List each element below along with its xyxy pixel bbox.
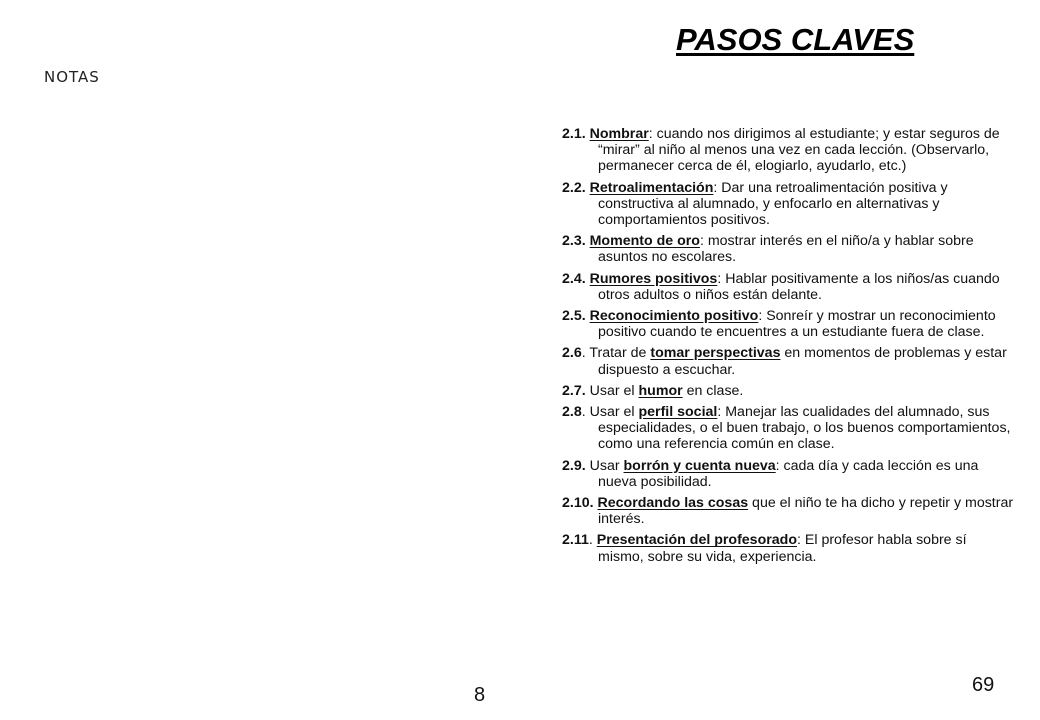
step-description: : cada día y cada lección es una nueva posibilidad. xyxy=(598,457,979,490)
step-item xyxy=(562,126,1014,175)
step-number: 2.6 xyxy=(562,345,582,362)
page-title: PASOS CLAVES xyxy=(676,22,915,57)
step-description: : Manejar las cualidades del alumnado, sus especialidades, o el buen trabajo, o los buenos comportamientos, como una referencia común en clase. xyxy=(598,404,1011,453)
step-description: en momentos de problemas y estar dispuesto a escuchar. xyxy=(598,345,1007,378)
step-item xyxy=(562,404,1014,453)
step-item xyxy=(562,233,1014,265)
step-number: 2.5. xyxy=(562,308,590,325)
step-item xyxy=(562,308,1014,340)
key-steps-list xyxy=(562,126,1014,570)
step-name: Presentación del profesorado xyxy=(596,532,797,549)
step-description: : Hablar positivamente a los niños/as cuando otros adultos o niños están delante. xyxy=(598,270,1000,303)
step-name: Reconocimiento positivo xyxy=(589,308,759,325)
step-prefix: . Usar el xyxy=(581,404,639,421)
step-item xyxy=(562,458,1014,490)
step-name: perfil social xyxy=(638,404,718,421)
step-prefix: . xyxy=(588,532,597,549)
step-item xyxy=(562,345,1014,377)
step-description: : Dar una retroalimentación positiva y constructiva al alumnado, y enfocarlo en alternativas y comportamientos positivos. xyxy=(598,179,948,229)
step-item xyxy=(562,495,1014,527)
step-description: que el niño te ha dicho y repetir y mostrar interés. xyxy=(598,495,1014,528)
step-item xyxy=(562,532,1014,564)
step-item xyxy=(562,180,1014,229)
step-number: 2.11 xyxy=(562,532,589,549)
step-name: humor xyxy=(638,382,683,399)
step-number: 2.10. xyxy=(562,495,598,512)
step-description: en clase. xyxy=(682,382,744,399)
step-description: : Sonreír y mostrar un reconocimiento positivo cuando te encuentres a un estudiante fuera de clase. xyxy=(598,308,996,341)
step-number: 2.7. xyxy=(562,382,586,399)
step-number: 2.9. xyxy=(562,457,586,474)
step-name: tomar perspectivas xyxy=(650,345,781,362)
step-number: 2.4. xyxy=(562,270,590,287)
notes-label: NOTAS xyxy=(44,68,100,86)
step-number: 2.3. xyxy=(562,233,590,250)
step-description: : cuando nos dirigimos al estudiante; y estar seguros de “mirar” al niño al menos una vez en cada lección. (Observarlo, permanecer cerca de él, elogiarlo, ayudarlo, etc.) xyxy=(598,126,1000,175)
step-name: Recordando las cosas xyxy=(597,495,749,512)
step-description: : El profesor habla sobre sí mismo, sobre su vida, experiencia. xyxy=(598,532,967,565)
step-number: 2.1. xyxy=(562,126,590,142)
step-item xyxy=(562,383,1014,399)
step-prefix: . Tratar de xyxy=(581,345,651,362)
step-description: : mostrar interés en el niño/a y hablar sobre asuntos no escolares. xyxy=(598,233,974,266)
step-name: Nombrar xyxy=(589,126,649,142)
step-number: 2.8 xyxy=(562,404,582,421)
step-name: Rumores positivos xyxy=(589,270,718,287)
step-prefix: Usar xyxy=(585,457,624,474)
step-name: Momento de oro xyxy=(589,233,700,250)
step-name: borrón y cuenta nueva xyxy=(623,457,776,474)
page-number-left: 8 xyxy=(474,684,486,706)
step-number: 2.2. xyxy=(562,179,590,196)
step-prefix: Usar el xyxy=(585,382,639,399)
step-item xyxy=(562,271,1014,303)
step-name: Retroalimentación xyxy=(589,179,714,196)
page-number-right: 69 xyxy=(972,674,995,696)
